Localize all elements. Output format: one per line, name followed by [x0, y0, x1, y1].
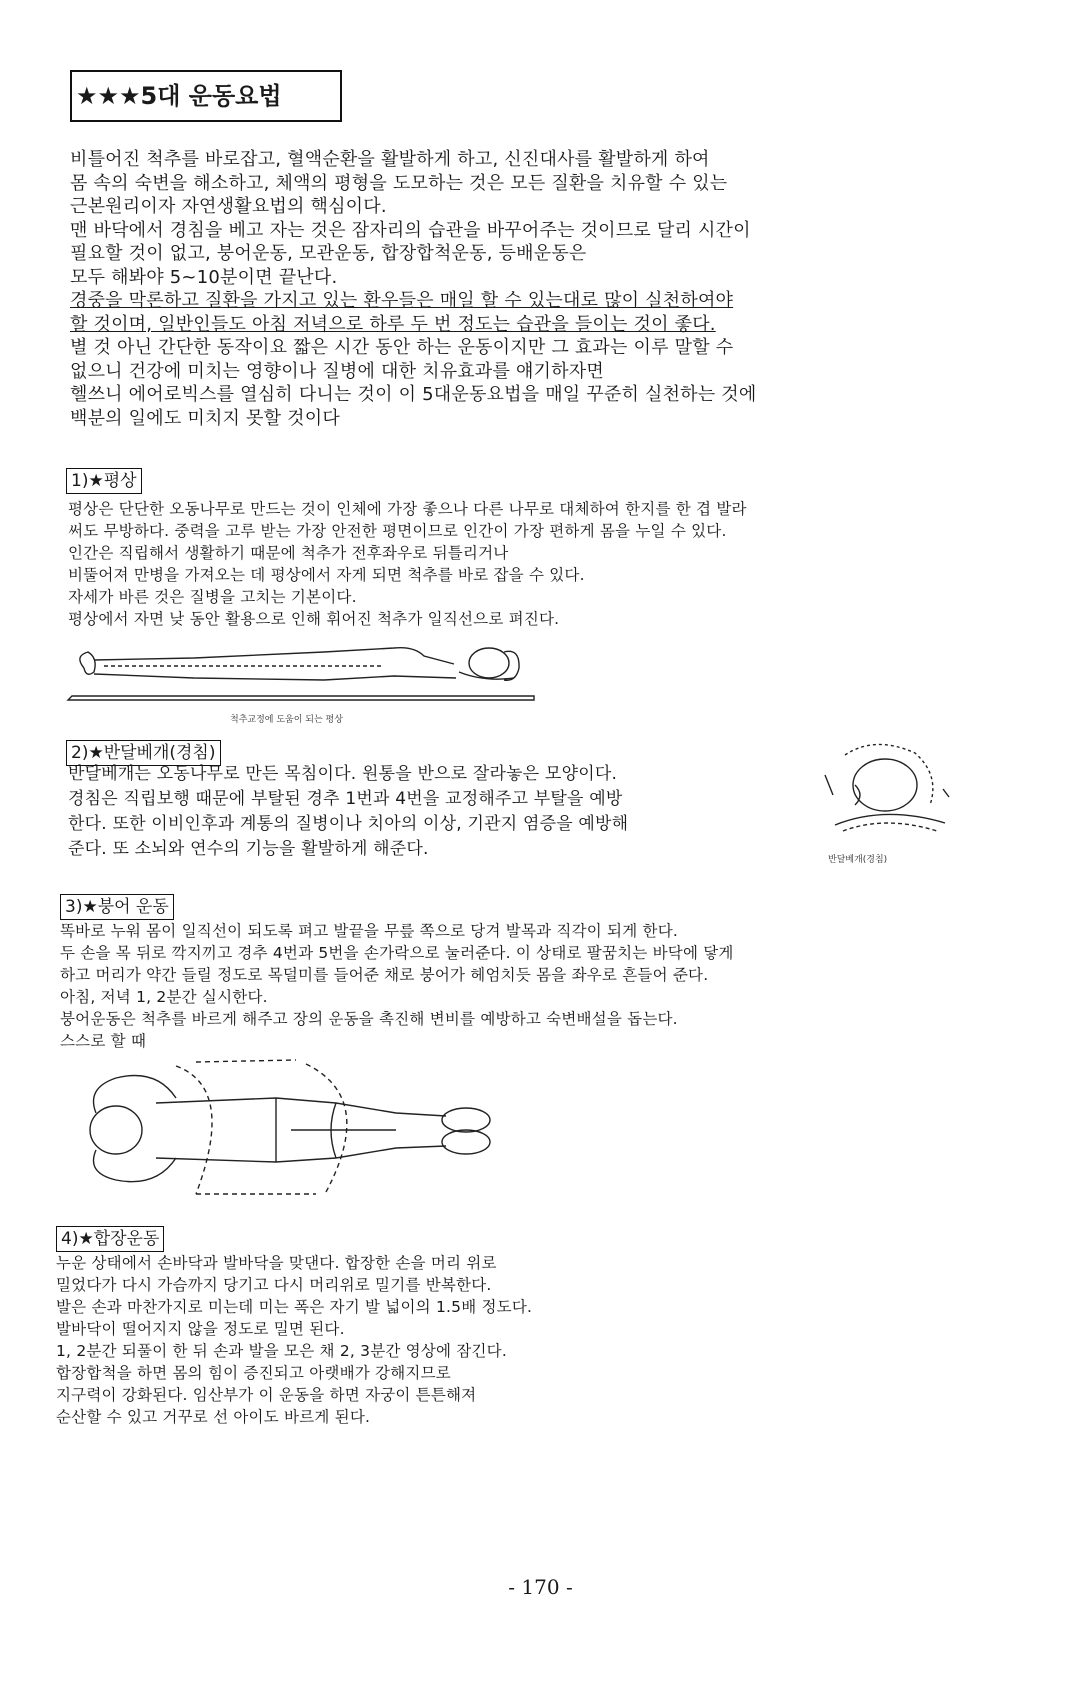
- intro-line: 몸 속의 숙변을 해소하고, 체액의 평형을 도모하는 것은 모든 질환을 치유할 수 있는: [70, 172, 728, 194]
- section-line: 준다. 또 소뇌와 연수의 기능을 활발하게 해준다.: [68, 839, 429, 859]
- section-body-pyeongsang: [68, 498, 747, 630]
- section-line: 자세가 바른 것은 질병을 고치는 기본이다.: [68, 588, 357, 606]
- intro-line-underlined: 할 것이며, 일반인들도 아침 저녁으로 하루 두 번 정도는 습관을 들이는 것이 좋다.: [70, 313, 716, 335]
- figure-caption-pyeongsang: 척추교정에 도움이 되는 평상: [230, 715, 343, 725]
- section-line: 한다. 또한 이비인후과 계통의 질병이나 치아의 이상, 기관지 염증을 예방해: [68, 814, 629, 834]
- section-line: 하고 머리가 약간 들릴 정도로 목덜미를 들어준 채로 붕어가 헤엄치듯 몸을 좌우로 흔들어 준다.: [60, 966, 709, 984]
- section-line: 인간은 직립해서 생활하기 때문에 척추가 전후좌우로 뒤틀리거나: [68, 544, 509, 562]
- section-heading-hapjang-exercise: 4)★합장운동: [56, 1226, 164, 1252]
- section-body-bandal-pillow: [68, 762, 628, 862]
- intro-line: 필요할 것이 없고, 붕어운동, 모관운동, 합장합척운동, 등배운동은: [70, 243, 587, 264]
- section-line: 발은 손과 마찬가지로 미는데 미는 폭은 자기 발 넓이의 1.5배 정도다.: [56, 1298, 533, 1316]
- intro-line: 없으니 건강에 미치는 영향이나 질병에 대한 치유효과를 얘기하자면: [70, 360, 604, 382]
- section-line: 두 손을 목 뒤로 깍지끼고 경추 4번과 5번을 손가락으로 눌러준다. 이 상태로 팔꿈치는 바닥에 닿게: [60, 944, 734, 962]
- intro-line: 비틀어진 척추를 바로잡고, 혈액순환을 활발하게 하고, 신진대사를 활발하게 하여: [70, 149, 710, 170]
- intro-line: 모두 해봐야 5~10분이면 끝난다.: [70, 266, 338, 288]
- intro-line: 헬쓰니 에어로빅스를 열심히 다니는 것이 이 5대운동요법을 매일 꾸준히 실천하는 것에: [70, 384, 757, 405]
- goldfish-exercise-illustration: [66, 1058, 526, 1198]
- page-number: - 170 -: [508, 1575, 573, 1599]
- section-line: 평상에서 자면 낮 동안 활용으로 인해 휘어진 척추가 일직선으로 펴진다.: [68, 610, 560, 628]
- section-line: 누운 상태에서 손바닥과 발바닥을 맞댄다. 합장한 손을 머리 위로: [56, 1254, 497, 1272]
- intro-line: 맨 바닥에서 경침을 베고 자는 것은 잠자리의 습관을 바꾸어주는 것이므로 달리 시간이: [70, 219, 751, 241]
- section-line: 붕어운동은 척추를 바르게 해주고 장의 운동을 촉진해 변비를 예방하고 숙변배설을 돕는다.: [60, 1010, 678, 1028]
- intro-line: 백분의 일에도 미치지 못할 것이다: [70, 407, 340, 429]
- section-body-hapjang-exercise: [56, 1252, 532, 1428]
- section-line: 비뚤어져 만병을 가져오는 데 평상에서 자게 되면 척추를 바로 잡을 수 있다.: [68, 566, 585, 584]
- section-heading-goldfish-exercise: 3)★붕어 운동: [60, 894, 174, 920]
- section-body-goldfish-exercise: [60, 920, 734, 1052]
- lying-on-bed-illustration: [64, 638, 544, 708]
- figure-caption-bandal-pillow: 반달베개(경침): [828, 855, 888, 865]
- page-title: ★★★5대 운동요법: [70, 70, 342, 122]
- section-line: 써도 무방하다. 중력을 고루 받는 가장 안전한 평면이므로 인간이 가장 편하게 몸을 누일 수 있다.: [68, 522, 727, 540]
- section-line: 평상은 단단한 오동나무로 만드는 것이 인체에 가장 좋으나 다른 나무로 대체하여 한지를 한 겹 발라: [68, 500, 747, 518]
- section-line: 밀었다가 다시 가슴까지 당기고 다시 머리위로 밀기를 반복한다.: [56, 1276, 492, 1294]
- intro-line: 근본원리이자 자연생활요법의 핵심이다.: [70, 196, 387, 217]
- section-line: 아침, 저녁 1, 2분간 실시한다.: [60, 988, 268, 1006]
- intro-line-underlined: 경중을 막론하고 질환을 가지고 있는 환우들은 매일 할 수 있는대로 많이 실천하여야: [70, 290, 734, 311]
- section-line: 경침은 직립보행 때문에 부탈된 경추 1번과 4번을 교정해주고 부탈을 예방: [68, 789, 623, 809]
- section-line: 합장합척을 하면 몸의 힘이 증진되고 아랫배가 강해지므로: [56, 1364, 451, 1382]
- section-line: 반달베개는 오동나무로 만든 목침이다. 원통을 반으로 잘라놓은 모양이다.: [68, 764, 618, 784]
- section-line: 발바닥이 떨어지지 않을 정도로 밀면 된다.: [56, 1320, 345, 1338]
- section-heading-pyeongsang: 1)★평상: [66, 468, 142, 494]
- neck-pillow-illustration: [815, 735, 955, 845]
- section-line: 스스로 할 때: [60, 1032, 147, 1050]
- intro-line: 별 것 아닌 간단한 동작이요 짧은 시간 동안 하는 운동이지만 그 효과는 이루 말할 수: [70, 337, 734, 358]
- section-line: 1, 2분간 되풀이 한 뒤 손과 발을 모은 채 2, 3분간 영상에 잠긴다.: [56, 1342, 507, 1360]
- section-line: 지구력이 강화된다. 임산부가 이 운동을 하면 자궁이 튼튼해져: [56, 1386, 477, 1404]
- section-line: 똑바로 누워 몸이 일직선이 되도록 펴고 발끝을 무릎 쪽으로 당겨 발목과 직각이 되게 한다.: [60, 922, 679, 940]
- section-line: 순산할 수 있고 거꾸로 선 아이도 바르게 된다.: [56, 1408, 371, 1426]
- intro-paragraph: [70, 148, 970, 430]
- section-heading-bandal-pillow: 2)★반달베개(경침): [66, 740, 221, 766]
